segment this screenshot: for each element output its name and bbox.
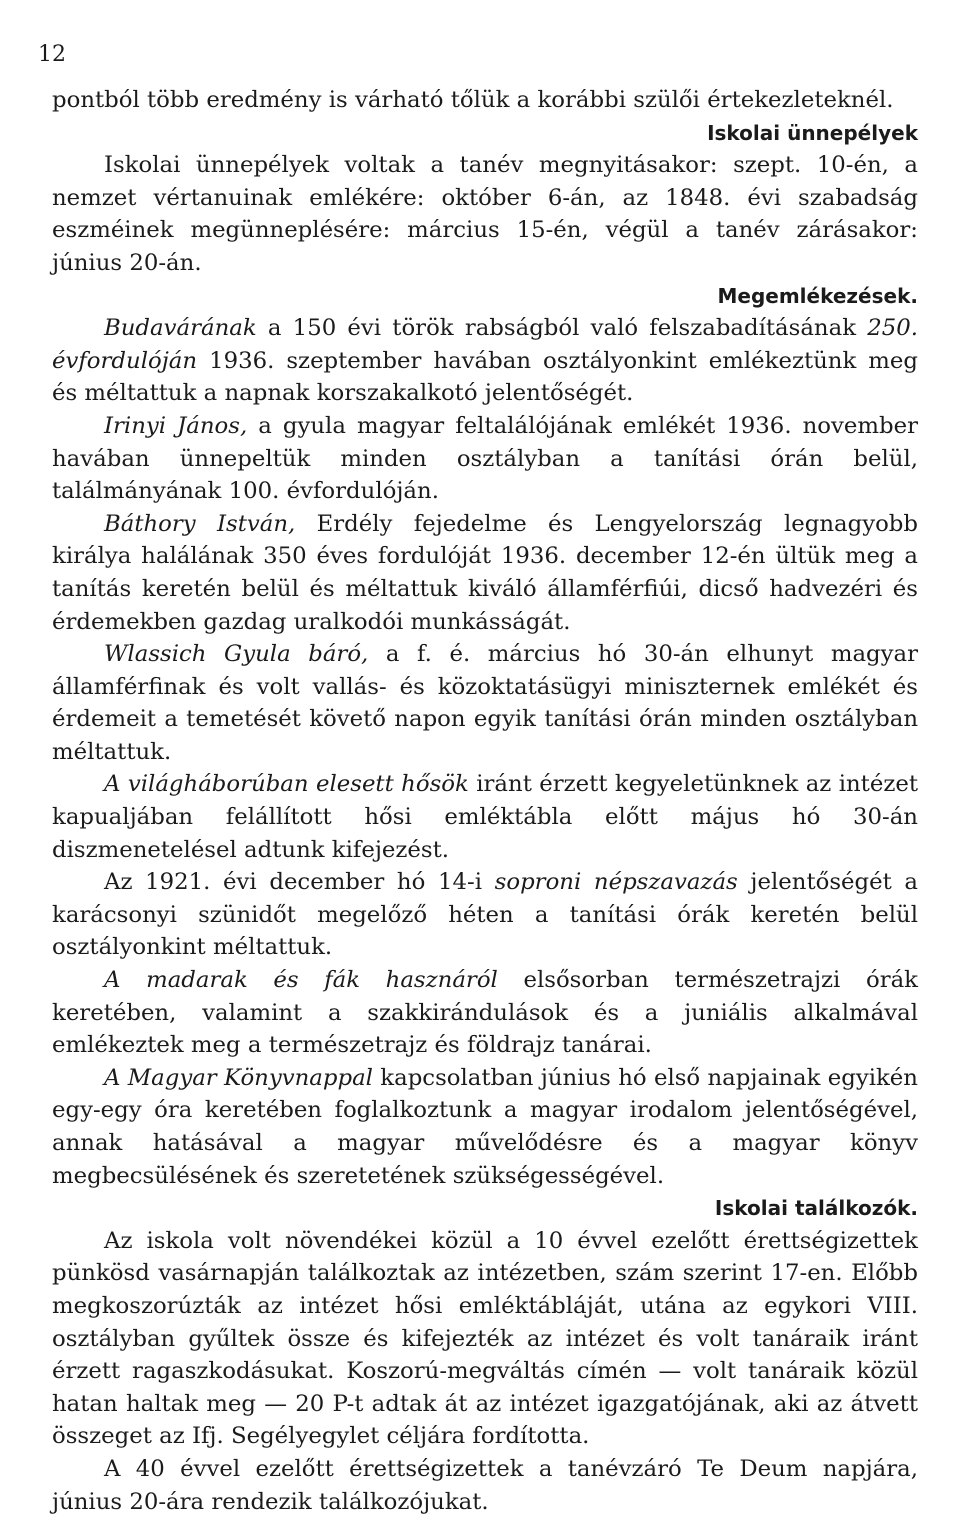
paragraph-irinyi: Irinyi János, a gyula magyar feltalálójának emlékét 1936. november havában ünnepeltük minden osztályban a tanítási órán belül, találmányának 100. évfordulóján.	[52, 412, 918, 505]
paragraph-konyvnap: A Magyar Könyvnappal kapcsolatban június hó első napjainak egyikén egy-egy óra keretében foglalkoztunk a magyar irodalom jelentőségével, annak hatásával a magyar művelődésre és a magyar könyv megbecsülésének és szeretetének szükségességével.	[52, 1064, 918, 1189]
page-number: 12	[38, 42, 66, 67]
paragraph-continuation: pontból több eredmény is várható tőlük a korábbi szülői értekezleteknél.	[52, 87, 894, 113]
body-text	[52, 84, 918, 1518]
paragraph-hosok: A világháborúban elesett hősök iránt érzett kegyeletünknek az intézet kapualjában felállított hősi emléktábla előtt május hó 30-án diszmenetelésel adtunk kifejezést.	[52, 771, 918, 863]
section-heading-iskolai-unnepelyek: Iskolai ünnepélyek	[707, 120, 918, 145]
section-heading-iskolai-talalkozok: Iskolai találkozók.	[714, 1196, 918, 1221]
paragraph-unnepelyek: Iskolai ünnepélyek voltak a tanév megnyitásakor: szept. 10-én, a nemzet vértanuinak emlékére: október 6-án, az 1848. évi szabadság eszméinek megünneplésére: március 15-én, végül a tanév zárásakor: június 20-án.	[52, 152, 918, 276]
paragraph-nepszavazas: Az 1921. évi december hó 14-i soproni népszavazás jelentőségét a karácsonyi szünidőt megelőző héten a tanítási órák keretén belül osztályonkint méltattuk.	[52, 869, 919, 961]
paragraph-madarak: A madarak és fák hasznáról elsősorban természetrajzi órák keretében, valamint a szakkirándulások és a juniális alkalmával emlékeztek meg a természetrajz és földrajz tanárai.	[52, 967, 918, 1059]
paragraph-talalkozo-40-ev: A 40 évvel ezelőtt érettségizettek a tanévzáró Te Deum napjára, június 20-ára rendezik találkozójukat.	[52, 1455, 918, 1515]
paragraph-talalkozo-10-ev: Az iskola volt növendékei közül a 10 évvel ezelőtt érettségizettek pünkösd vasárnapján találkoztak az intézetben, szám szerint 17-en. Előbb megkoszorúzták az intézet hősi emléktábláját, utána az egykori VIII. osztályban gyűltek össze és kifejezték az intézet és volt tanáraik iránt érzett ragaszkodásukat. Koszorú-megváltás címén — volt tanáraik közül hatan haltak meg — 20 P-t adtak át az intézet igazgatójának, aki az átvett összeget az Ifj. Segélyegylet céljára fordította.	[52, 1227, 918, 1450]
paragraph-bathory: Báthory István, Erdély fejedelme és Lengyelország legnagyobb királya halálának 350 éves fordulóját 1936. december 12-én ültük meg a tanítás keretén belül és méltattuk kiváló államférfiúi, dicső hadvezéri és érdemekben gazdag uralkodói munkásságát.	[52, 510, 918, 635]
section-heading-megemlekezesek: Megemlékezések.	[717, 283, 918, 308]
paragraph-buda: Budavárának a 150 évi török rabságból való felszabadításának 250. évfordulóján 1936. szeptember havában osztályonkint emlékeztünk meg és méltattuk a napnak korszakalkotó jelentőségét.	[52, 315, 918, 407]
paragraph-wlassich: Wlassich Gyula báró, a f. é. március hó 30-án elhunyt magyar államférfinak és volt vallás- és közoktatásügyi miniszternek emlékét és érdemeit a temetését követő napon egyik tanítási órán minden osztályban méltattuk.	[52, 641, 918, 765]
